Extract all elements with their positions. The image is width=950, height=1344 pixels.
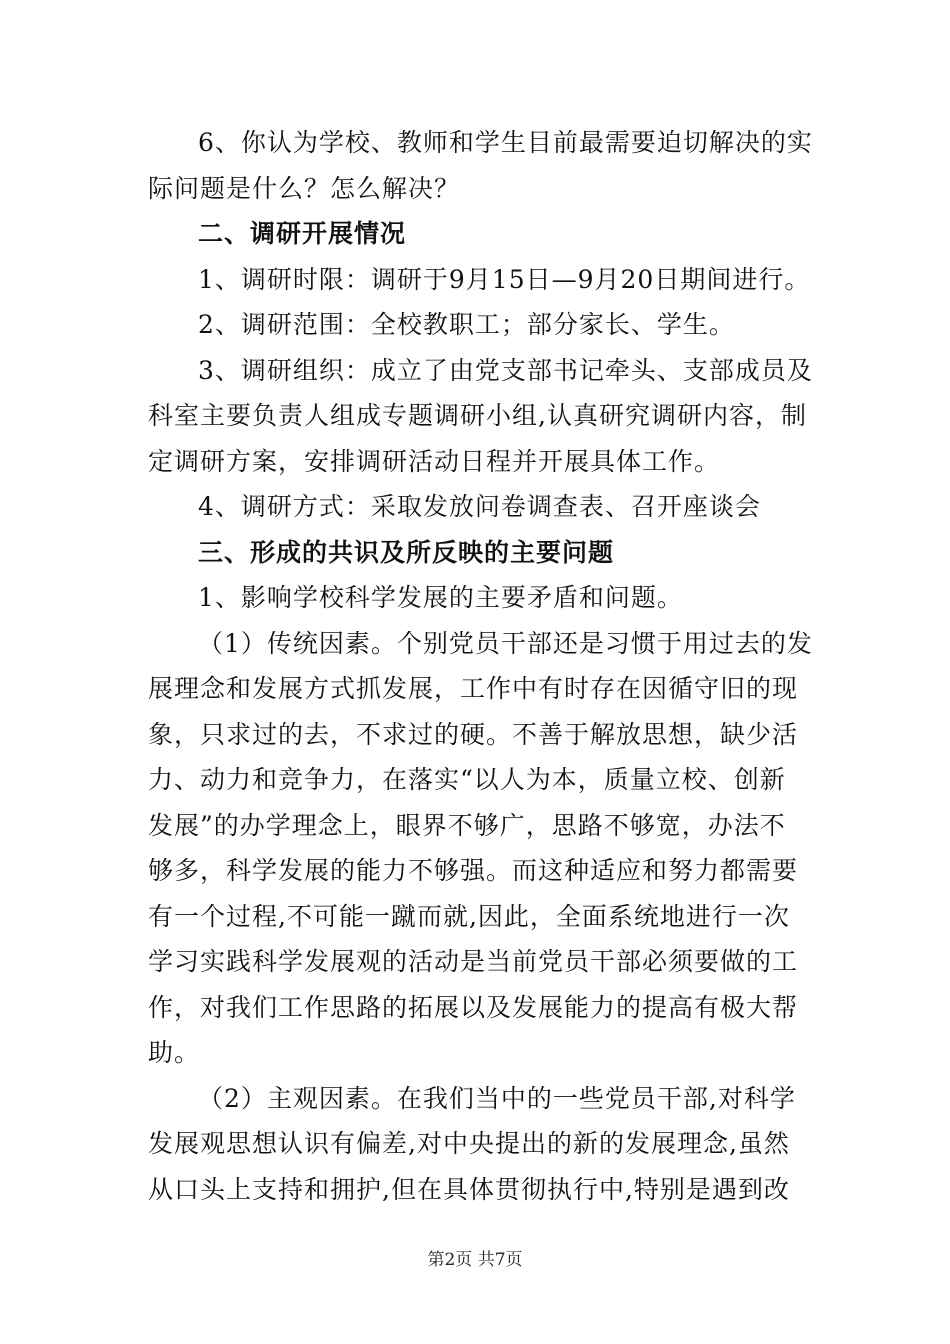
text-line: 象，只求过的去，不求过的硬。不善于解放思想，缺少活 [148,719,799,749]
text-line: 从口头上支持和拥护,但在具体贯彻执行中,特别是遇到改 [148,1174,790,1204]
text-line: 作，对我们工作思路的拓展以及发展能力的提高有极大帮 [148,992,799,1022]
text-line: 够多，科学发展的能力不够强。而这种适应和努力都需要 [148,856,799,885]
text-line: 展理念和发展方式抓发展，工作中有时存在因循守旧的现 [148,674,799,703]
text-line: 6、你认为学校、教师和学生目前最需要迫切解决的实 [198,128,813,157]
text-line: （2）主观因素。在我们当中的一些党员干部,对科学 [198,1083,796,1113]
text-line: （1）传统因素。个别党员干部还是习惯于用过去的发 [198,628,813,658]
text-line: 发展”的办学理念上，眼界不够广，思路不够宽，办法不 [148,810,786,840]
document-body [148,120,813,1212]
text-line: 发展观思想认识有偏差,对中央提出的新的发展理念,虽然 [148,1129,790,1158]
text-line: 助。 [148,1038,201,1067]
text-line: 有一个过程,不可能一蹴而就,因此，全面系统地进行一次 [148,901,790,931]
text-line: 学习实践科学发展观的活动是当前党员干部必须要做的工 [148,947,799,976]
text-line: 定调研方案，安排调研活动日程并开展具体工作。 [148,446,721,476]
text-line: 3、调研组织：成立了由党支部书记牵头、支部成员及 [198,355,813,385]
text-line: 力、动力和竞争力，在落实“以人为本，质量立校、创新 [148,765,786,794]
section-heading: 二、调研开展情况 [198,219,407,248]
text-line: 2、调研范围：全校教职工；部分家长、学生。 [198,310,735,339]
text-line: 1、调研时限：调研于9月15日—9月20日期间进行。 [198,264,811,294]
section-heading: 三、形成的共识及所反映的主要问题 [198,537,615,567]
text-line: 4、调研方式：采取发放问卷调查表、召开座谈会 [198,492,761,521]
page-footer: 第2页 共7页 [427,1250,523,1270]
text-line: 际问题是什么？怎么解决？ [148,173,461,203]
text-line: 科室主要负责人组成专题调研小组,认真研究调研内容，制 [148,401,807,430]
text-line: 1、影响学校科学发展的主要矛盾和问题。 [198,583,683,612]
